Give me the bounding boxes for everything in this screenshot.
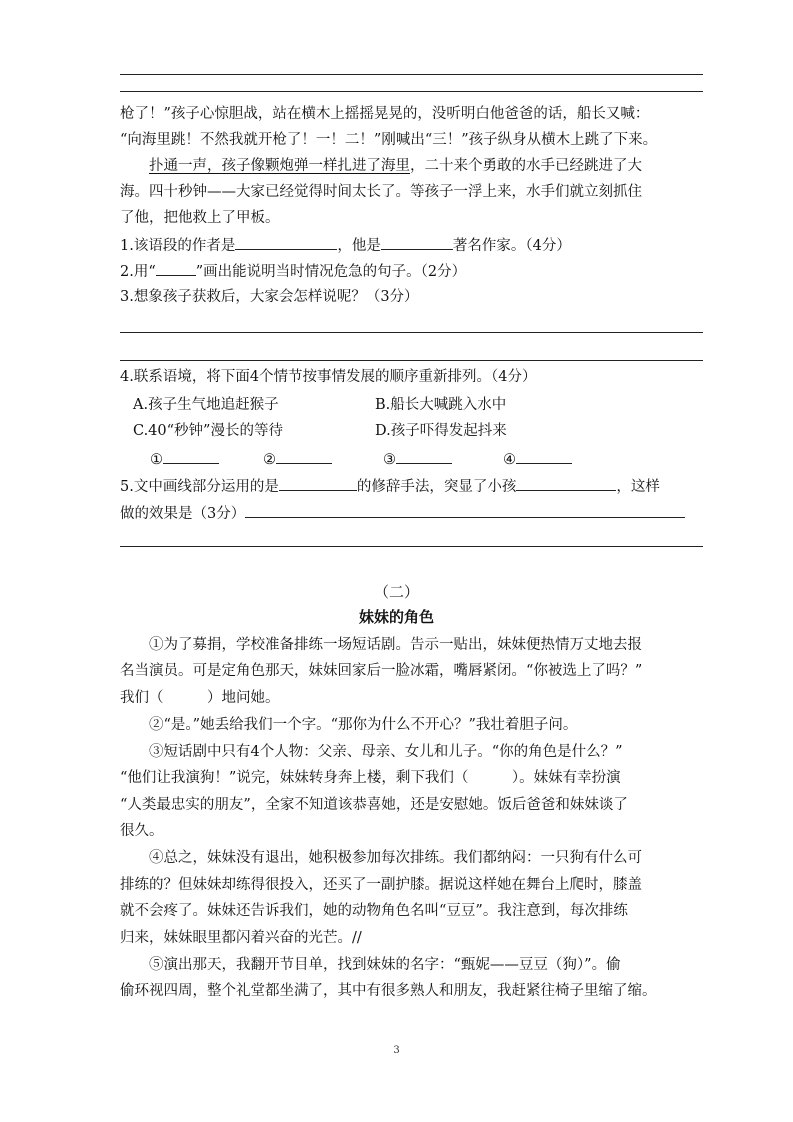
answer-blank[interactable] — [245, 503, 685, 518]
underline-mark — [156, 261, 196, 276]
question-5-cont: 做的效果是（3分） — [120, 503, 703, 523]
passage-line: ④总之，妹妹没有退出，她积极参加每次排练。我们都纳闷：一只狗有什么可 — [149, 850, 642, 866]
answer-blank[interactable] — [396, 449, 452, 464]
answer-blank[interactable] — [276, 449, 332, 464]
passage-line: ②“是。”她丢给我们一个字。“那你为什么不开心？”我壮着胆子问。 — [149, 717, 578, 733]
section-title: 妹妹的角色 — [358, 608, 434, 626]
page-number: 3 — [393, 1045, 400, 1056]
answer-line — [120, 74, 703, 75]
answer-line — [120, 91, 703, 92]
order-slot: ② — [263, 449, 332, 469]
answer-blank[interactable] — [279, 476, 357, 491]
passage-line: “人类最忠实的朋友”，全家不知道该恭喜她，还是安慰她。饭后爸爸和妹妹谈了 — [120, 797, 628, 813]
question-3: 3.想象孩子获救后，大家会怎样说呢？（3分） — [120, 289, 419, 305]
passage-line: 我们（ ）地问她。 — [120, 690, 280, 706]
order-slot: ① — [150, 449, 219, 469]
order-slot: ④ — [503, 449, 572, 469]
question-4: 4.联系语境，将下面4个情节按事情发展的顺序重新排列。（4分） — [120, 369, 537, 385]
passage-line: 就不会疼了。妹妹还告诉我们，她的动物角色名叫“豆豆”。我注意到，每次排练 — [120, 903, 628, 919]
answer-line[interactable] — [120, 360, 703, 361]
answer-blank[interactable] — [381, 235, 453, 250]
option-d: D.孩子吓得发起抖来 — [375, 423, 507, 439]
passage-line: 很久。 — [120, 823, 164, 839]
passage-line: ①为了募捐，学校准备排练一场短话剧。告示一贴出，妹妹便热情万丈地去报 — [149, 637, 642, 653]
passage-line: 名当演员。可是定角色那天，妹妹回家后一脸冰霜，嘴唇紧闭。“你被选上了吗？” — [120, 663, 643, 679]
answer-blank[interactable] — [516, 449, 572, 464]
passage-line: “他们让我演狗！”说完，妹妹转身奔上楼，剩下我们（ ）。妹妹有幸扮演 — [120, 770, 621, 786]
question-1: 1.该语段的作者是 ，他是 著名作家。（4分） — [120, 235, 703, 255]
option-b: B.船长大喊跳入水中 — [375, 397, 507, 413]
answer-line[interactable] — [120, 546, 703, 547]
passage-line: 排练的？但妹妹却练得很投入，还买了一副护膝。据说这样她在舞台上爬时，膝盖 — [120, 877, 642, 893]
passage-line: 了他，把他救上了甲板。 — [120, 210, 280, 226]
option-c: C.40“秒钟”漫长的等待 — [133, 423, 283, 439]
question-2: 2.用“ ”画出能说明当时情况危急的句子。（2分） — [120, 261, 703, 281]
passage-line: 扑通一声，孩子像颗炮弹一样扎进了海里，二十来个勇敢的水手已经跳进了大 — [149, 158, 642, 174]
answer-blank[interactable] — [235, 235, 337, 250]
question-5: 5.文中画线部分运用的是 的修辞手法，突显了小孩 ，这样 — [120, 476, 703, 496]
passage-line: ⑤演出那天，我翻开节目单，找到妹妹的名字：“甄妮——豆豆（狗）”。偷 — [149, 957, 621, 973]
passage-line: ③短话剧中只有4个人物：父亲、母亲、女儿和儿子。“你的角色是什么？” — [149, 744, 623, 760]
order-slot: ③ — [383, 449, 452, 469]
answer-blank[interactable] — [163, 449, 219, 464]
passage-line: 偷环视四周，整个礼堂都坐满了，其中有很多熟人和朋友，我赶紧往椅子里缩了缩。 — [120, 983, 657, 999]
passage-line: “向海里跳！不然我就开枪了！一！二！”刚喊出“三！”孩子纵身从横木上跳了下来。 — [120, 132, 658, 148]
passage-line: 归来，妹妹眼里都闪着兴奋的光芒。// — [120, 930, 362, 946]
answer-line[interactable] — [120, 332, 703, 333]
passage-line: 枪了！”孩子心惊胆战，站在横木上摇摇晃晃的，没听明白他爸爸的话，船长又喊： — [120, 106, 650, 122]
passage-line: 海。四十秒钟——大家已经觉得时间太长了。等孩子一浮上来，水手们就立刻抓住 — [120, 184, 642, 200]
section-number: （二） — [373, 583, 419, 601]
option-a: A.孩子生气地追赶猴子 — [133, 397, 279, 413]
answer-blank[interactable] — [516, 476, 616, 491]
underlined-sentence: 扑通一声，孩子像颗炮弹一样扎进了海里 — [149, 158, 410, 174]
